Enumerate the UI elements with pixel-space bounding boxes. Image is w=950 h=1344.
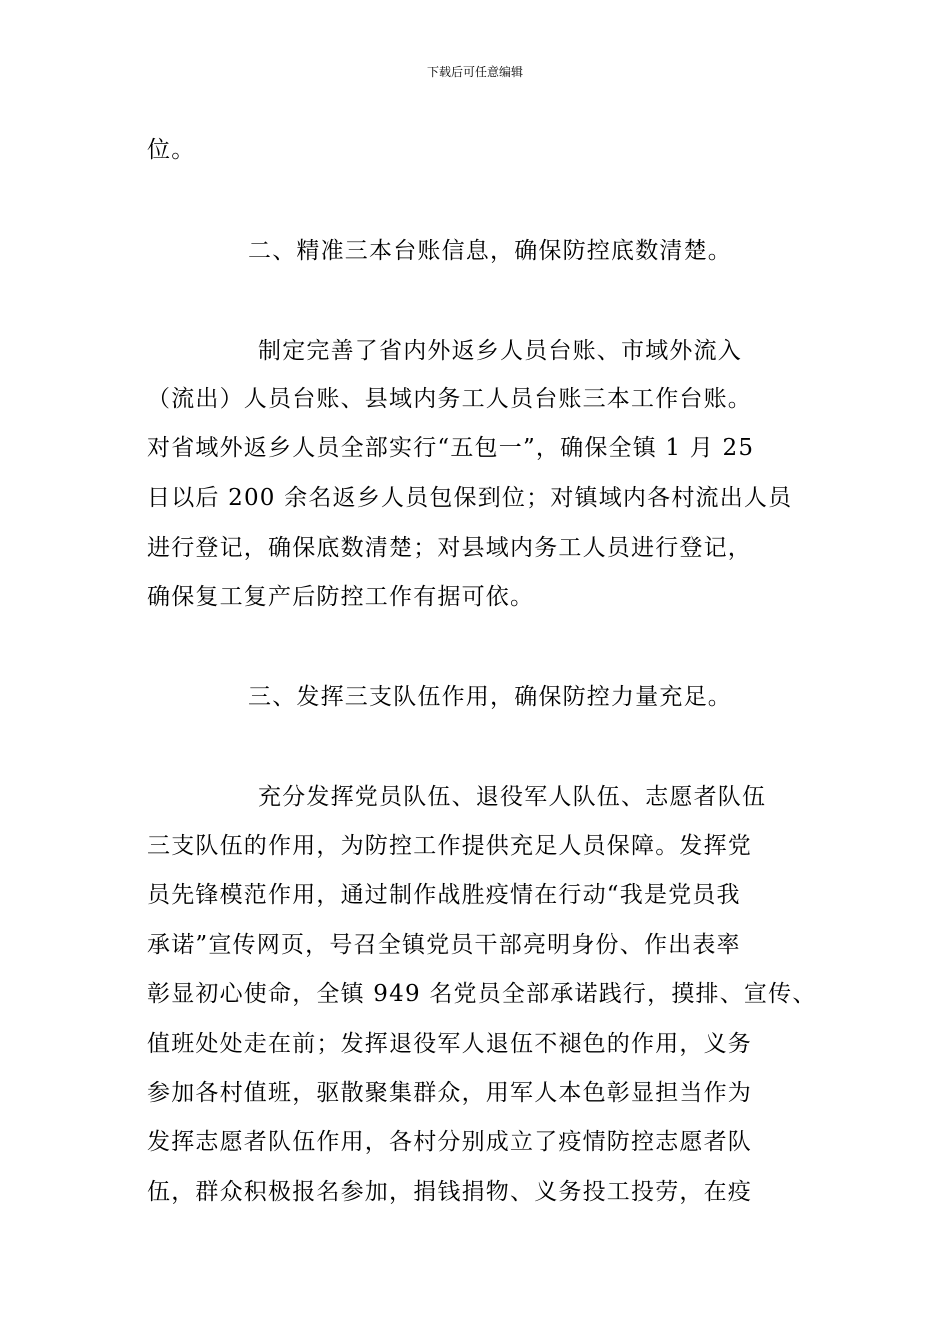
page-header: 下载后可任意编辑 — [426, 65, 523, 79]
paragraph-line: 参加各村值班，驱散聚集群众，用军人本色彰显担当作为 — [147, 1080, 752, 1106]
section-heading: 三、发挥三支队伍作用，确保防控力量充足。 — [248, 684, 732, 710]
section-heading: 二、精准三本台账信息，确保防控底数清楚。 — [248, 238, 732, 264]
paragraph-line: 发挥志愿者队伍作用，各村分别成立了疫情防控志愿者队 — [147, 1129, 752, 1155]
paragraph-line: 伍，群众积极报名参加，捐钱捐物、义务投工投劳，在疫 — [147, 1179, 752, 1205]
paragraph-line: （流出）人员台账、县域内务工人员台账三本工作台账。 — [147, 386, 752, 412]
paragraph-line: 对省域外返乡人员全部实行“五包一”，确保全镇 1 月 25 — [147, 435, 755, 461]
paragraph-line: 日以后 200 余名返乡人员包保到位；对镇域内各村流出人员 — [147, 485, 793, 511]
paragraph-line: 制定完善了省内外返乡人员台账、市域外流入 — [258, 338, 742, 364]
paragraph-line: 进行登记，确保底数清楚；对县域内务工人员进行登记， — [147, 535, 752, 561]
paragraph-line: 员先锋模范作用，通过制作战胜疫情在行动“我是党员我 — [147, 882, 741, 908]
paragraph-line: 值班处处走在前；发挥退役军人退伍不褪色的作用，义务 — [147, 1031, 752, 1057]
paragraph-line: 承诺”宣传网页，号召全镇党员干部亮明身份、作出表率 — [147, 932, 741, 958]
paragraph-line: 充分发挥党员队伍、退役军人队伍、志愿者队伍 — [258, 784, 767, 810]
paragraph-line: 三支队伍的作用，为防控工作提供充足人员保障。发挥党 — [147, 833, 752, 859]
paragraph-line: 彰显初心使命，全镇 949 名党员全部承诺践行，摸排、宣传、 — [147, 981, 817, 1007]
paragraph-line: 位。 — [147, 137, 196, 163]
paragraph-line: 确保复工复产后防控工作有据可依。 — [147, 584, 535, 610]
